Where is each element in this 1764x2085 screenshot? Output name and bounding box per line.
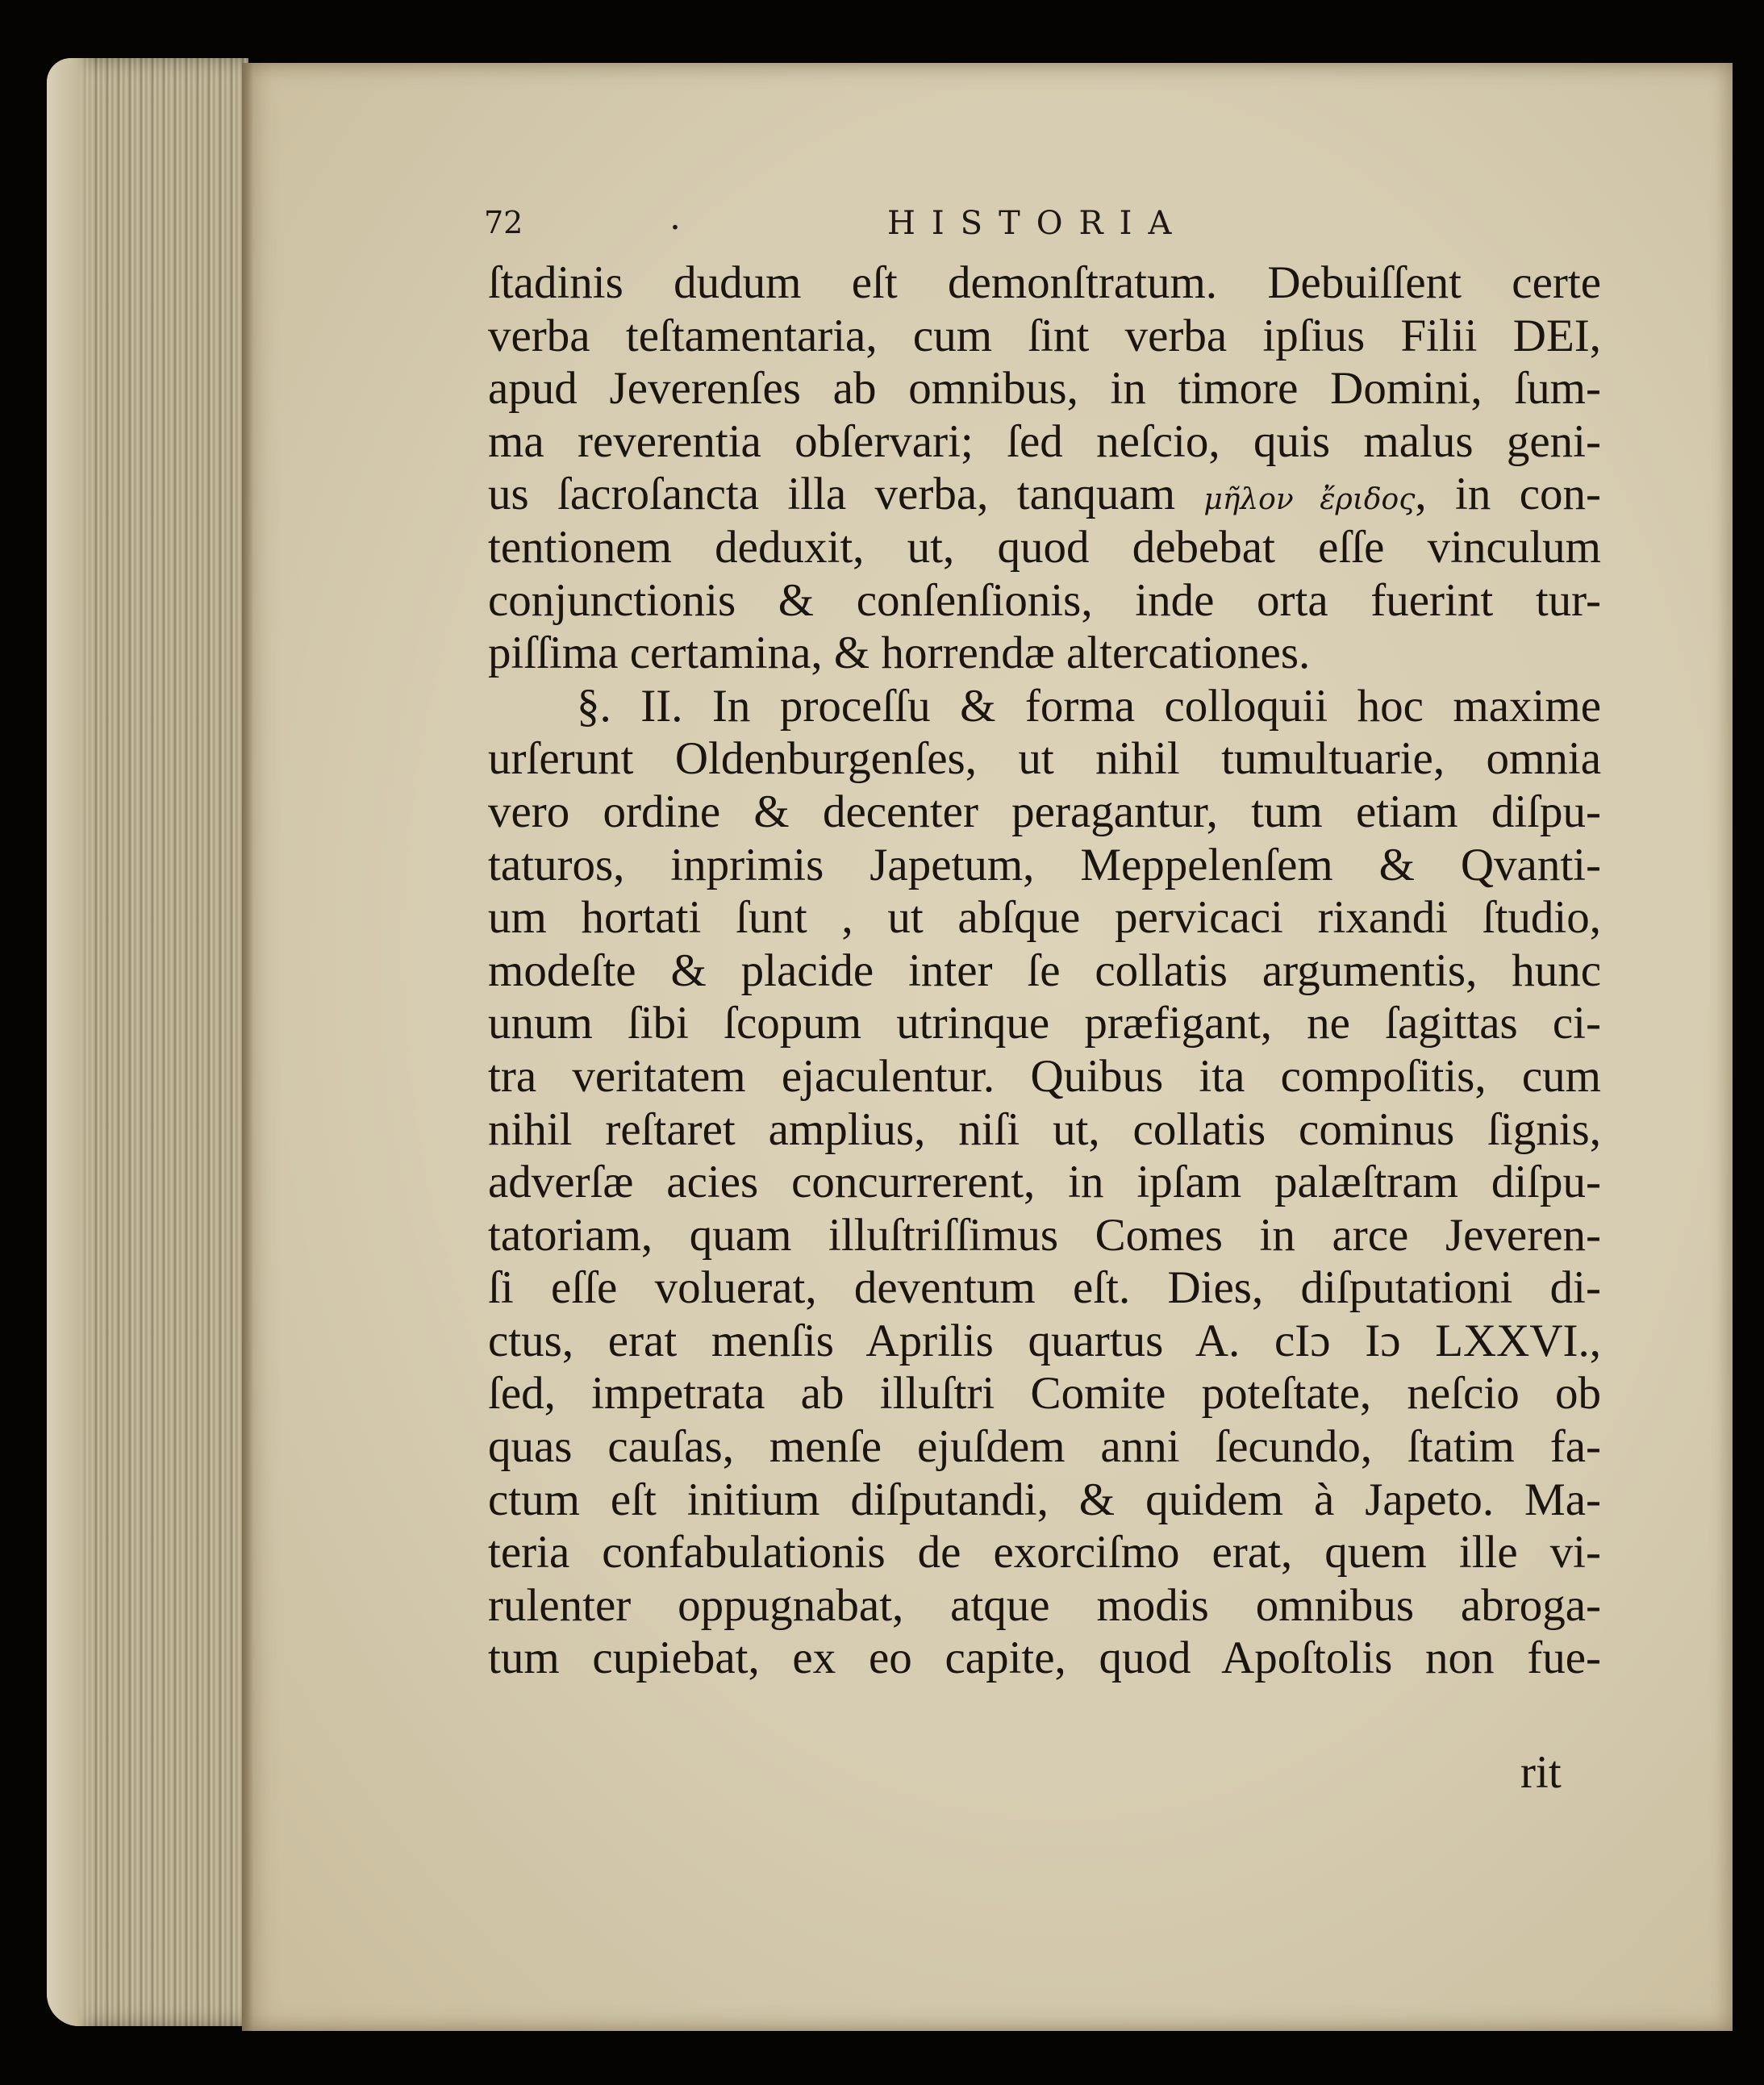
text-line: tra veritatem ejaculentur. Quibus ita compoſitis, cum xyxy=(488,1050,1601,1102)
text-line: adverſæ acies concurrerent, in ipſam palæſtram diſpu- xyxy=(488,1157,1601,1208)
running-title: HISTORIA xyxy=(887,205,1188,242)
section-heading-line: §. II. In proceſſu & forma colloquii hoc maxime xyxy=(577,680,1601,732)
text-segment: , in con- xyxy=(1415,469,1601,520)
text-line: rulenter oppugnabat, atque modis omnibus abroga- xyxy=(488,1579,1601,1631)
text-line: apud Jeverenſes ab omnibus, in timore Domini, ſum- xyxy=(488,363,1601,415)
text-segment: us ſacroſancta illa verba, tanquam xyxy=(488,469,1204,520)
text-line: ctum eſt initium diſputandi, & quidem à Japeto. Ma- xyxy=(488,1474,1601,1525)
text-line: ctus, erat menſis Aprilis quartus A. cIɔ Iɔ LXXVI., xyxy=(488,1315,1601,1366)
text-line: quas cauſas, menſe ejuſdem anni ſecundo, ſtatim fa- xyxy=(488,1421,1601,1473)
page-number: 72 xyxy=(484,205,523,240)
text-line: vero ordine & decenter peragantur, tum etiam diſpu- xyxy=(488,786,1601,837)
text-line: tum cupiebat, ex eo capite, quod Apoſtolis non fue- xyxy=(488,1633,1601,1684)
text-line: conjunctionis & conſenſionis, inde orta fuerint tur- xyxy=(488,574,1601,626)
text-line: ma reverentia obſervari; ſed neſcio, quis malus geni- xyxy=(488,415,1601,467)
text-line: unum ſibi ſcopum utrinque præfigant, ne ſagittas ci- xyxy=(488,998,1601,1049)
body-text xyxy=(488,256,1601,1685)
text-line-with-greek xyxy=(488,468,1601,521)
paragraph-end-line: piſſima certamina, & horrendæ altercationes. xyxy=(488,628,1311,679)
greek-phrase: μῆλον ἔριδος xyxy=(1203,483,1416,517)
book-fore-edge xyxy=(47,58,248,2026)
text-line: teria confabulationis de exorciſmo erat, quem ille vi- xyxy=(488,1527,1601,1578)
text-line: tentionem deduxit, ut, quod debebat eſſe vinculum xyxy=(488,521,1601,573)
text-line: nihil reſtaret amplius, niſi ut, collatis cominus ſignis, xyxy=(488,1103,1601,1155)
text-line: ſed, impetrata ab illuſtri Comite poteſtate, neſcio ob xyxy=(488,1368,1601,1420)
text-line: modeſte & placide inter ſe collatis argumentis, hunc xyxy=(488,945,1601,996)
text-line: ſi eſſe voluerat, deventum eſt. Dies, diſputationi di- xyxy=(488,1262,1601,1314)
text-line: taturos, inprimis Japetum, Meppelenſem & Qvanti- xyxy=(488,839,1601,890)
text-line: ſtadinis dudum eſt demonſtratum. Debuiſſent certe xyxy=(488,257,1601,308)
catchword: rit xyxy=(1520,1747,1562,1798)
header-separator: . xyxy=(669,197,681,238)
text-line: urſerunt Oldenburgenſes, ut nihil tumultuarie, omnia xyxy=(488,733,1601,785)
text-line: verba teſtamentaria, cum ſint verba ipſius Filii DEI, xyxy=(488,310,1601,361)
text-line: tatoriam, quam illuſtriſſimus Comes in arce Jeveren- xyxy=(488,1209,1601,1261)
text-line: um hortati ſunt , ut abſque pervicaci rixandi ſtudio, xyxy=(488,892,1601,944)
running-head xyxy=(484,197,1371,248)
